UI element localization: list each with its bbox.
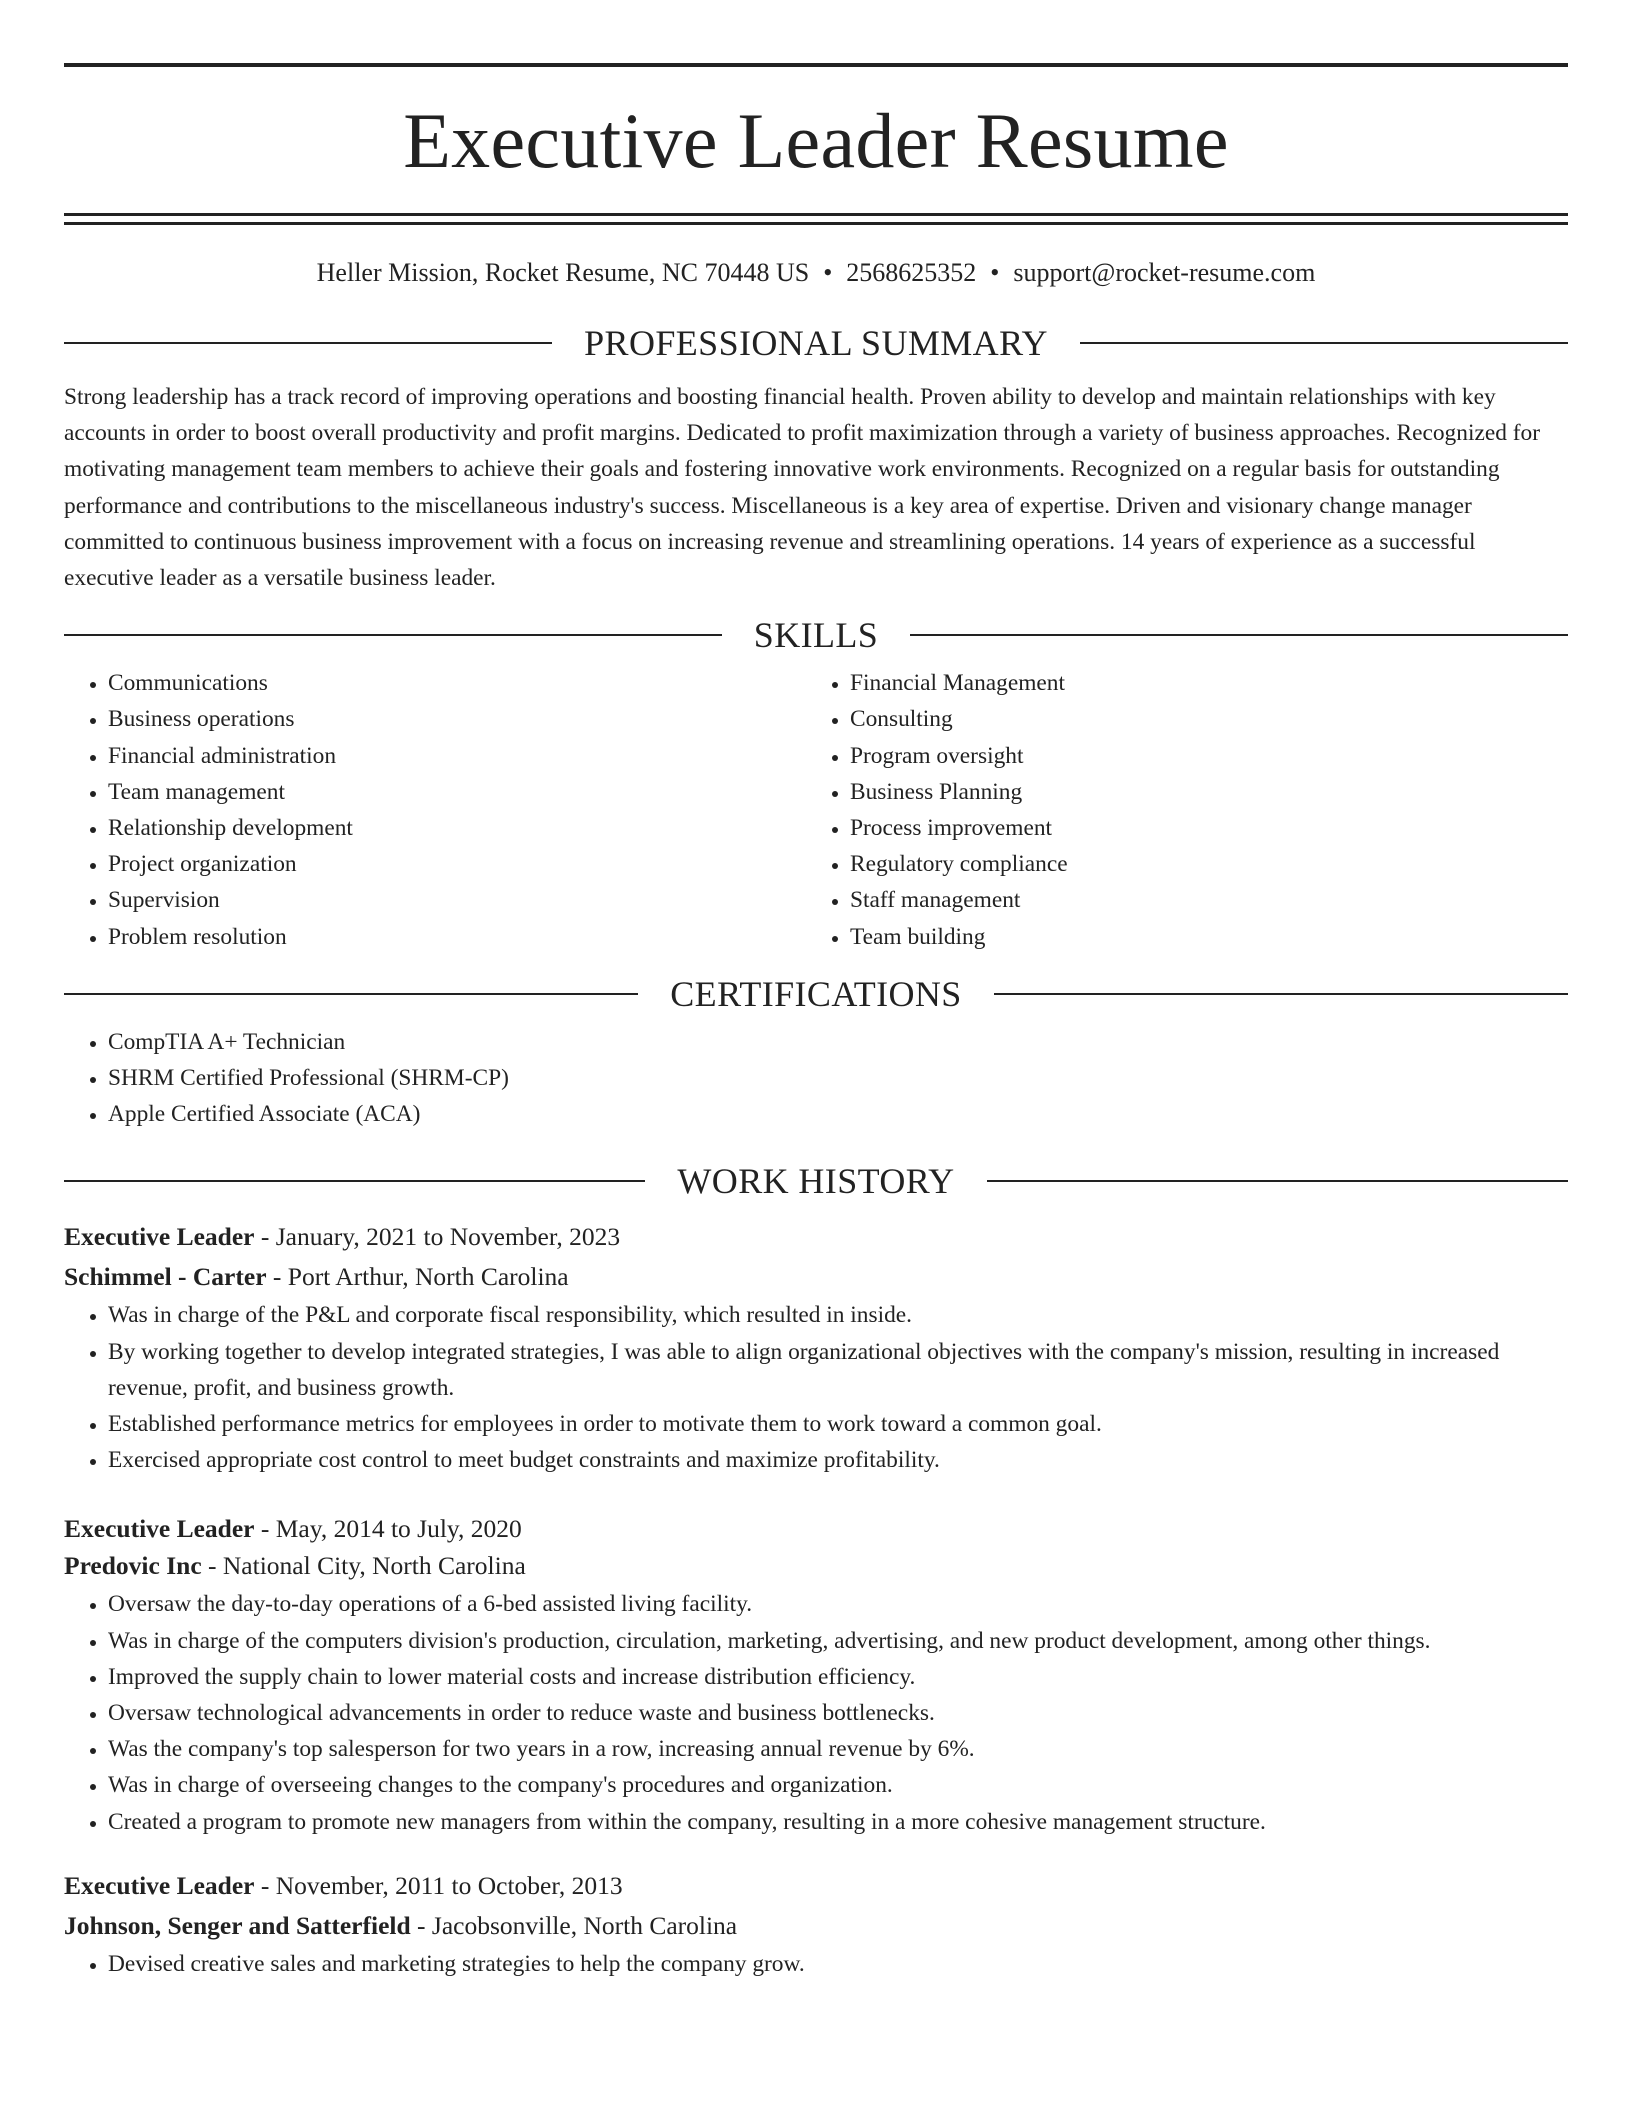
- skills-column-right: [806, 665, 1548, 955]
- job-dates: - November, 2011 to October, 2013: [254, 1870, 623, 1900]
- heading-rule: [910, 634, 1568, 636]
- skill-item: • Problem resolution: [108, 919, 806, 955]
- skill-item: • Team building: [850, 919, 1548, 955]
- section-title: PROFESSIONAL SUMMARY: [584, 323, 1048, 363]
- job-entry: [64, 1217, 1568, 1478]
- section-heading-summary: [64, 323, 1568, 363]
- job-duties-list: [64, 1297, 1568, 1478]
- job-duty-item: • By working together to develop integrated strategies, I was able to align organizational objectives with the company's mission, resulting in increased revenue, profit, and business growth.: [108, 1334, 1568, 1406]
- job-duty-item: • Created a program to promote new managers from within the company, resulting in a more cohesive management structure.: [108, 1804, 1568, 1840]
- skill-item: • Financial Management: [850, 665, 1548, 701]
- job-duty-item: • Was the company's top salesperson for two years in a row, increasing annual revenue by 6%.: [108, 1731, 1568, 1767]
- top-rule: [64, 63, 1568, 67]
- job-duty-item: • Oversaw the day-to-day operations of a 6-bed assisted living facility.: [108, 1586, 1568, 1622]
- heading-rule: [987, 1180, 1568, 1182]
- contact-separator: •: [990, 258, 1000, 287]
- skill-item: • Process improvement: [850, 810, 1548, 846]
- section-title: SKILLS: [753, 615, 879, 656]
- skill-item: • Staff management: [850, 882, 1548, 918]
- job-duty-item: • Devised creative sales and marketing strategies to help the company grow.: [108, 1946, 1568, 1982]
- section-title: CERTIFICATIONS: [670, 973, 962, 1014]
- heading-rule: [64, 634, 722, 636]
- job-location: - Port Arthur, North Carolina: [266, 1262, 569, 1292]
- job-duty-item: • Was in charge of the P&L and corporate fiscal responsibility, which resulted in inside.: [108, 1297, 1568, 1333]
- heading-rule: [994, 993, 1568, 995]
- certification-item: • CompTIA A+ Technician: [108, 1024, 1568, 1060]
- job-company: Johnson, Senger and Satterfield: [64, 1910, 411, 1940]
- heading-rule: [64, 342, 552, 344]
- job-duty-item: • Improved the supply chain to lower material costs and increase distribution efficiency.: [108, 1659, 1568, 1695]
- job-title: Executive Leader: [64, 1514, 255, 1544]
- heading-rule: [64, 993, 638, 995]
- job-duty-item: • Oversaw technological advancements in order to reduce waste and business bottlenecks.: [108, 1695, 1568, 1731]
- page-title: Executive Leader Resume: [403, 97, 1229, 184]
- skill-item: • Communications: [108, 665, 806, 701]
- heading-rule: [1080, 342, 1568, 344]
- section-title: WORK HISTORY: [677, 1161, 955, 1202]
- job-company-line: [64, 1546, 1568, 1586]
- job-title: Executive Leader: [64, 1870, 255, 1900]
- skill-item: • Project organization: [108, 846, 806, 882]
- skill-item: • Regulatory compliance: [850, 846, 1548, 882]
- job-entry: [64, 1866, 1568, 1982]
- contact-email: support@rocket-resume.com: [1013, 258, 1316, 287]
- contact-separator: •: [823, 258, 833, 287]
- job-location: - National City, North Carolina: [201, 1551, 526, 1581]
- contact-address: Heller Mission, Rocket Resume, NC 70448 US: [316, 258, 810, 287]
- job-company-line: [64, 1906, 1568, 1946]
- job-duty-item: • Exercised appropriate cost control to meet budget constraints and maximize profitability.: [108, 1442, 1568, 1478]
- certification-item: • SHRM Certified Professional (SHRM-CP): [108, 1060, 1568, 1096]
- job-duty-item: • Was in charge of overseeing changes to the company's procedures and organization.: [108, 1767, 1568, 1803]
- job-company-line: [64, 1257, 1568, 1297]
- section-heading-work-history: [64, 1161, 1568, 1201]
- job-company: Schimmel - Carter: [64, 1262, 267, 1292]
- summary-text: Strong leadership has a track record of improving operations and boosting financial health. Proven ability to develop and maintain relationships with key accounts in order to boost overall productivity and profit margins. Dedicated to profit maximization through a variety of business approaches. Recognized for motivating management team members to achieve their goals and fostering innovative work environments. Recognized on a regular basis for outstanding performance and contributions to the miscellaneous industry's success. Miscellaneous is a key area of expertise. Driven and visionary change manager committed to continuous business improvement with a focus on increasing revenue and streamlining operations. 14 years of experience as a successful executive leader as a versatile business leader.: [64, 384, 1541, 592]
- resume-page: [64, 0, 1568, 1982]
- job-duties-list: [64, 1946, 1568, 1982]
- contact-phone: 2568625352: [846, 258, 977, 287]
- section-heading-certifications: [64, 974, 1568, 1014]
- job-title-line: [64, 1509, 1568, 1549]
- job-location: - Jacobsonville, North Carolina: [410, 1910, 738, 1940]
- skills-column-left: [64, 665, 806, 955]
- job-duty-item: • Was in charge of the computers division's production, circulation, marketing, advertising, and new product development, among other things.: [108, 1623, 1568, 1659]
- job-dates: - May, 2014 to July, 2020: [254, 1514, 522, 1544]
- skill-item: • Business operations: [108, 701, 806, 737]
- job-entry: [64, 1509, 1568, 1839]
- section-heading-skills: [64, 615, 1568, 655]
- skill-item: • Business Planning: [850, 774, 1548, 810]
- job-company: Predovic Inc: [64, 1551, 202, 1581]
- skill-item: • Supervision: [108, 882, 806, 918]
- job-duties-list: [64, 1586, 1568, 1839]
- job-title: Executive Leader: [64, 1222, 255, 1252]
- certifications-list: [64, 1024, 1568, 1133]
- heading-rule: [64, 1180, 645, 1182]
- certification-item: • Apple Certified Associate (ACA): [108, 1096, 1568, 1132]
- skill-item: • Team management: [108, 774, 806, 810]
- skills-list: [64, 665, 1568, 955]
- skill-item: • Financial administration: [108, 738, 806, 774]
- skill-item: • Program oversight: [850, 738, 1548, 774]
- contact-line: [64, 257, 1568, 289]
- job-title-line: [64, 1866, 1568, 1906]
- job-duty-item: • Established performance metrics for employees in order to motivate them to work toward a common goal.: [108, 1406, 1568, 1442]
- title-double-rule: [64, 213, 1568, 225]
- job-title-line: [64, 1217, 1568, 1257]
- skill-item: • Relationship development: [108, 810, 806, 846]
- skill-item: • Consulting: [850, 701, 1548, 737]
- job-dates: - January, 2021 to November, 2023: [254, 1222, 621, 1252]
